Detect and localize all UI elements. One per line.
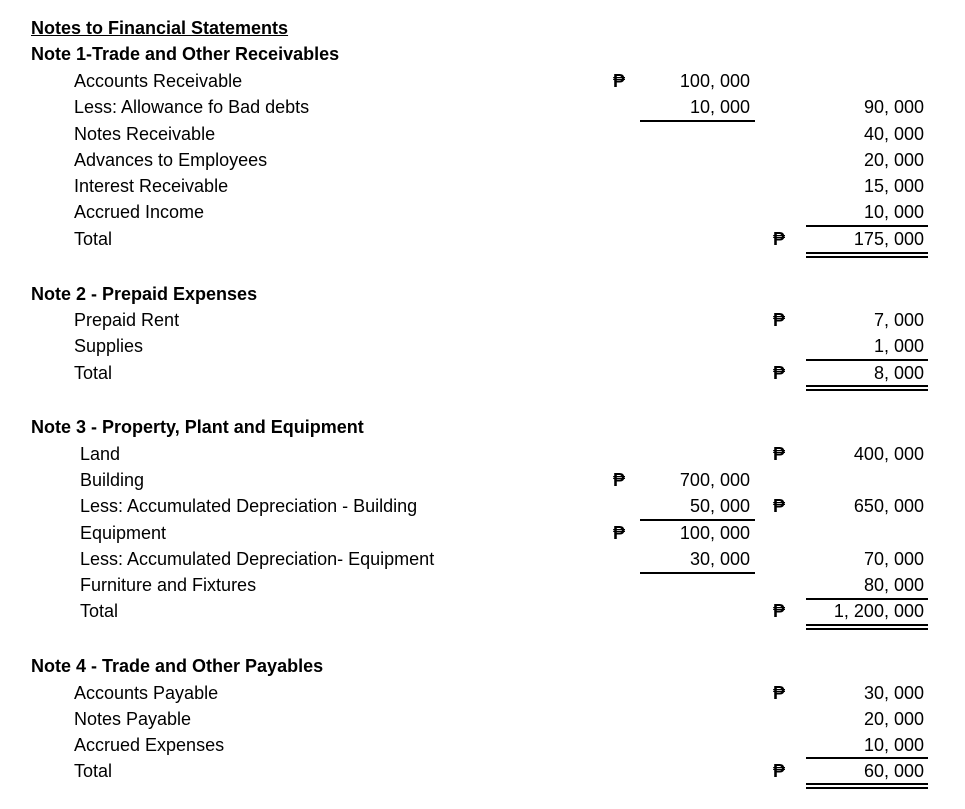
peso-sign: ₱ [772, 229, 785, 249]
note-3-row-col2: 650, 000 [853, 496, 924, 516]
peso-sign: ₱ [772, 601, 785, 621]
note-4-row-col2: 30, 000 [863, 683, 924, 703]
note-4-row-col2: 20, 000 [863, 709, 924, 729]
total-double-rule [806, 385, 928, 387]
note-1-row-col2: 15, 000 [863, 176, 924, 196]
note-3-row-col2: 80, 000 [863, 575, 924, 595]
note-4-title: Note 4 - Trade and Other Payables [31, 656, 324, 676]
note-1-total-label: Total [74, 229, 113, 249]
note-1-row-label: Less: Allowance fo Bad debts [74, 97, 310, 117]
peso-sign: ₱ [772, 363, 785, 383]
peso-sign: ₱ [772, 683, 785, 703]
subtotal-rule [640, 519, 755, 521]
note-1-row-label: Accrued Income [74, 202, 205, 222]
note-1-total-value: 175, 000 [853, 229, 924, 249]
note-3-row-col1: 100, 000 [679, 523, 750, 543]
subtotal-rule [806, 359, 928, 361]
note-1-row-col2: 40, 000 [863, 124, 924, 144]
total-double-rule [806, 628, 928, 630]
peso-sign: ₱ [612, 470, 625, 490]
peso-sign: ₱ [612, 71, 625, 91]
note-3-title: Note 3 - Property, Plant and Equipment [31, 417, 364, 437]
page-title: Notes to Financial Statements [31, 18, 289, 38]
note-3-row-col1: 30, 000 [689, 549, 750, 569]
note-2-row-col2: 7, 000 [873, 310, 924, 330]
note-2-row-col2: 1, 000 [873, 336, 924, 356]
note-1-row-col2: 90, 000 [863, 97, 924, 117]
subtotal-rule [640, 120, 755, 122]
note-3-row-label: Building [80, 470, 145, 490]
note-2-row-label: Prepaid Rent [74, 310, 180, 330]
note-1-row-label: Accounts Receivable [74, 71, 243, 91]
subtotal-rule [806, 225, 928, 227]
note-1-row-label: Interest Receivable [74, 176, 229, 196]
total-double-rule [806, 624, 928, 626]
note-4-row-label: Notes Payable [74, 709, 192, 729]
note-1-row-col2: 20, 000 [863, 150, 924, 170]
note-1-row-label: Advances to Employees [74, 150, 268, 170]
note-1-title: Note 1-Trade and Other Receivables [31, 44, 340, 64]
note-1-row-col1: 10, 000 [689, 97, 750, 117]
note-3-row-label: Less: Accumulated Depreciation- Equipment [80, 549, 435, 569]
note-2-row-label: Supplies [74, 336, 144, 356]
total-double-rule [806, 389, 928, 391]
note-3-row-label: Equipment [80, 523, 167, 543]
note-3-row-col2: 400, 000 [853, 444, 924, 464]
note-3-row-col1: 700, 000 [679, 470, 750, 490]
note-1-row-label: Notes Receivable [74, 124, 216, 144]
note-4-row-label: Accounts Payable [74, 683, 219, 703]
note-1-row-col1: 100, 000 [679, 71, 750, 91]
note-3-row-col2: 70, 000 [863, 549, 924, 569]
note-4-total-label: Total [74, 761, 113, 781]
note-3-total-value: 1, 200, 000 [833, 601, 924, 621]
note-4-row-label: Accrued Expenses [74, 735, 225, 755]
note-2-total-value: 8, 000 [873, 363, 924, 383]
total-double-rule [806, 787, 928, 789]
note-2-total-label: Total [74, 363, 113, 383]
note-3-row-label: Less: Accumulated Depreciation - Building [80, 496, 418, 516]
subtotal-rule [806, 757, 928, 759]
note-3-row-label: Land [80, 444, 121, 464]
peso-sign: ₱ [612, 523, 625, 543]
peso-sign: ₱ [772, 310, 785, 330]
note-3-row-col1: 50, 000 [689, 496, 750, 516]
total-double-rule [806, 783, 928, 785]
peso-sign: ₱ [772, 444, 785, 464]
note-2-title: Note 2 - Prepaid Expenses [31, 284, 258, 304]
total-double-rule [806, 252, 928, 254]
subtotal-rule [640, 572, 755, 574]
note-3-total-label: Total [80, 601, 119, 621]
note-4-total-value: 60, 000 [863, 761, 924, 781]
peso-sign: ₱ [772, 496, 785, 516]
note-3-row-label: Furniture and Fixtures [80, 575, 257, 595]
total-double-rule [806, 256, 928, 258]
peso-sign: ₱ [772, 761, 785, 781]
note-4-row-col2: 10, 000 [863, 735, 924, 755]
note-1-row-col2: 10, 000 [863, 202, 924, 222]
